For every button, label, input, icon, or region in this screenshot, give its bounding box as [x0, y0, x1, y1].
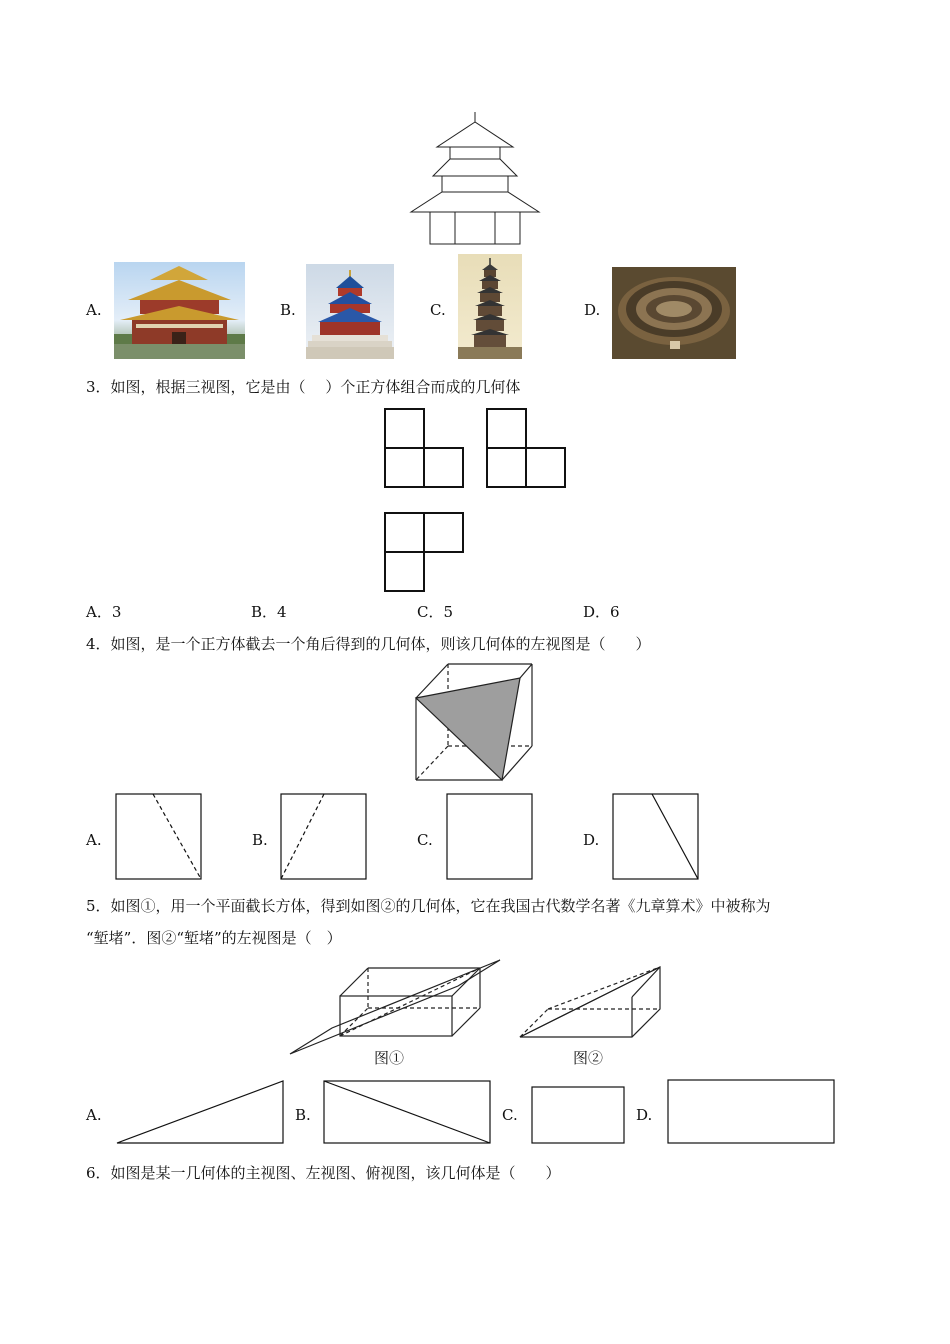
q5-option-c-label: C.: [502, 1106, 518, 1124]
q3-option-c: C．5: [417, 603, 454, 621]
q5-option-b-diagram: [322, 1079, 492, 1145]
q5-figure1-caption: 图①: [374, 1049, 405, 1067]
q4-option-a-label: A.: [86, 831, 102, 849]
q5-stem-line1: 5．如图①，用一个平面截长方体，得到如图②的几何体，它在我国古代数学名著《九章算术》中被称为: [86, 897, 771, 915]
q4-stem: 4．如图，是一个正方体截去一个角后得到的几何体，则该几何体的左视图是（ ）: [86, 635, 651, 653]
q3-option-b: B．4: [251, 603, 287, 621]
q4-option-d-label: D.: [583, 831, 600, 849]
q3-front-view-diagram: [384, 408, 464, 488]
q3-option-d: D．6: [583, 603, 620, 621]
q4-option-a-diagram: [115, 793, 203, 881]
q5-figure1-cut-cuboid-diagram: [288, 958, 504, 1056]
q3-stem: 3．如图，根据三视图，它是由（ ）个正方体组合而成的几何体: [86, 378, 521, 396]
q5-option-d-label: D.: [636, 1106, 653, 1124]
q6-stem: 6．如图是某一几何体的主视图、左视图、俯视图，该几何体是（ ）: [86, 1164, 561, 1182]
q5-option-d-diagram: [666, 1078, 836, 1145]
q5-option-a-label: A.: [86, 1106, 102, 1124]
q4-option-d-diagram: [612, 793, 700, 881]
q3-left-view-diagram: [486, 408, 566, 488]
q4-option-b-diagram: [280, 793, 368, 881]
temple-of-heaven-photo-icon: [306, 264, 394, 359]
pagoda-front-view-diagram: [405, 110, 545, 250]
q5-option-a-diagram: [115, 1079, 285, 1145]
q4-option-c-diagram: [446, 793, 534, 881]
q4-option-c-label: C.: [417, 831, 433, 849]
tulou-photo-icon: [612, 267, 736, 359]
q2-option-c-label: C.: [430, 301, 446, 319]
q3-top-view-diagram: [384, 512, 464, 592]
q2-option-a-label: A.: [86, 301, 102, 319]
q2-option-b-label: B.: [280, 301, 296, 319]
q5-option-c-diagram: [530, 1085, 626, 1145]
tower-pavilion-photo-icon: [114, 262, 245, 359]
q3-option-a: A．3: [86, 603, 122, 621]
q4-cut-cube-diagram: [412, 660, 538, 786]
q5-figure2-qiandu-diagram: [518, 965, 662, 1041]
q5-figure2-caption: 图②: [573, 1049, 604, 1067]
q5-option-b-label: B.: [295, 1106, 311, 1124]
q4-option-b-label: B.: [252, 831, 268, 849]
q2-option-d-label: D.: [584, 301, 601, 319]
pagoda-photo-icon: [458, 254, 522, 359]
q5-stem-line2: “堑堵”．图②“堑堵”的左视图是（ ）: [86, 929, 342, 947]
